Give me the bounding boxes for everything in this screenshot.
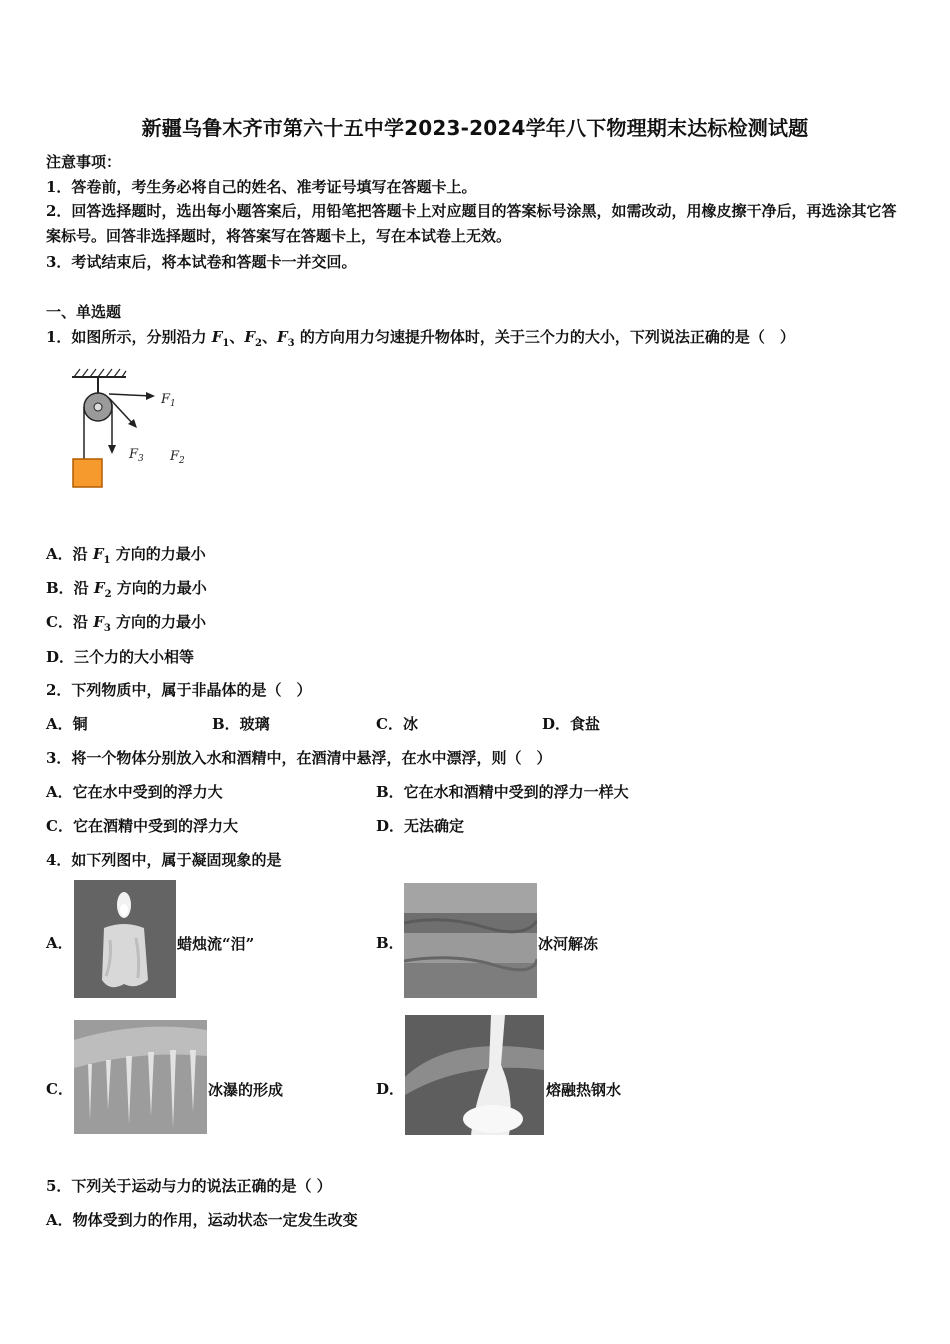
q1-option-a: A．沿 $F_1$ 方向的力最小 (46, 545, 206, 566)
q4-option-c-letter: C． (46, 1080, 73, 1098)
q1-option-b: B．沿 $F_2$ 方向的力最小 (46, 579, 207, 600)
q1-option-d: D．三个力的大小相等 (46, 648, 195, 666)
q2-option-d: D．食盐 (542, 715, 601, 733)
section-heading: 一、单选题 (46, 303, 122, 321)
q3-option-b: B．它在水和酒精中受到的浮力一样大 (376, 783, 629, 801)
q3-stem: 3．将一个物体分别放入水和酒精中，在酒清中悬浮，在水中漂浮，则（ ） (46, 749, 552, 767)
q3-option-a: A．它在水中受到的浮力大 (46, 783, 223, 801)
q1-stem: 1．如图所示，分别沿力 $F_1$、$F_2$、$F_3$ 的方向用力匀速提升物体时，关于三个力的大小，下列说法正确的是（ ） (46, 328, 795, 349)
q2-option-a: A．铜 (46, 715, 88, 733)
pulley-diagram (64, 362, 194, 492)
q2-stem: 2．下列物质中，属于非晶体的是（ ） (46, 681, 312, 699)
candle-photo (74, 880, 176, 998)
river-thaw-photo (404, 883, 537, 998)
ceiling-hatch (74, 369, 126, 377)
q4-option-b-letter: B． (376, 934, 404, 952)
f2-label: $F_2$ (170, 449, 185, 466)
q1-option-c: C．沿 $F_3$ 方向的力最小 (46, 613, 207, 634)
q4-option-b-caption: 冰河解冻 (538, 935, 599, 953)
q2-option-b: B．玻璃 (212, 715, 270, 733)
f1-label: $F_1$ (161, 392, 176, 409)
page-title: 新疆乌鲁木齐市第六十五中学2023-2024学年八下物理期末达标检测试题 (141, 116, 809, 140)
frozen-waterfall-photo (74, 1020, 207, 1134)
q4-option-c-caption: 冰瀑的形成 (208, 1081, 284, 1099)
molten-steel-photo (405, 1015, 544, 1135)
q2-option-c: C．冰 (376, 715, 418, 733)
f1-arrow (109, 394, 152, 396)
f3-label: $F_3$ (129, 447, 144, 464)
q4-option-d-letter: D． (376, 1080, 405, 1098)
q4-option-a-letter: A． (46, 934, 73, 952)
notice-item-3: 3．考试结束后，将本试卷和答题卡一并交回。 (46, 253, 357, 271)
notice-item-1: 1．答卷前，考生务必将自己的姓名、准考证号填写在答题卡上。 (46, 178, 477, 196)
q4-option-d-caption: 熔融热钢水 (546, 1081, 622, 1099)
q5-stem: 5．下列关于运动与力的说法正确的是（ ） (46, 1177, 332, 1195)
notice-item-2: 2．回答选择题时，选出每小题答案后，用铅笔把答题卡上对应题目的答案标号涂黑，如需改动，用橡皮擦干净后，再选涂其它答案标号。回答非选择题时，将答案写在答题卡上，写在本试卷上无效。 (46, 202, 897, 245)
notice-heading: 注意事项： (46, 153, 122, 171)
q3-option-d: D．无法确定 (376, 817, 465, 835)
q4-option-a-caption: 蜡烛流“泪” (177, 935, 255, 953)
f1-arrowhead (146, 392, 155, 400)
q3-option-c: C．它在酒精中受到的浮力大 (46, 817, 238, 835)
q5-option-a: A．物体受到力的作用，运动状态一定发生改变 (46, 1211, 358, 1229)
f3-arrowhead (108, 445, 116, 454)
load-block (73, 459, 102, 487)
pulley-axle (94, 403, 102, 411)
q4-stem: 4．如下列图中，属于凝固现象的是 (46, 851, 282, 869)
